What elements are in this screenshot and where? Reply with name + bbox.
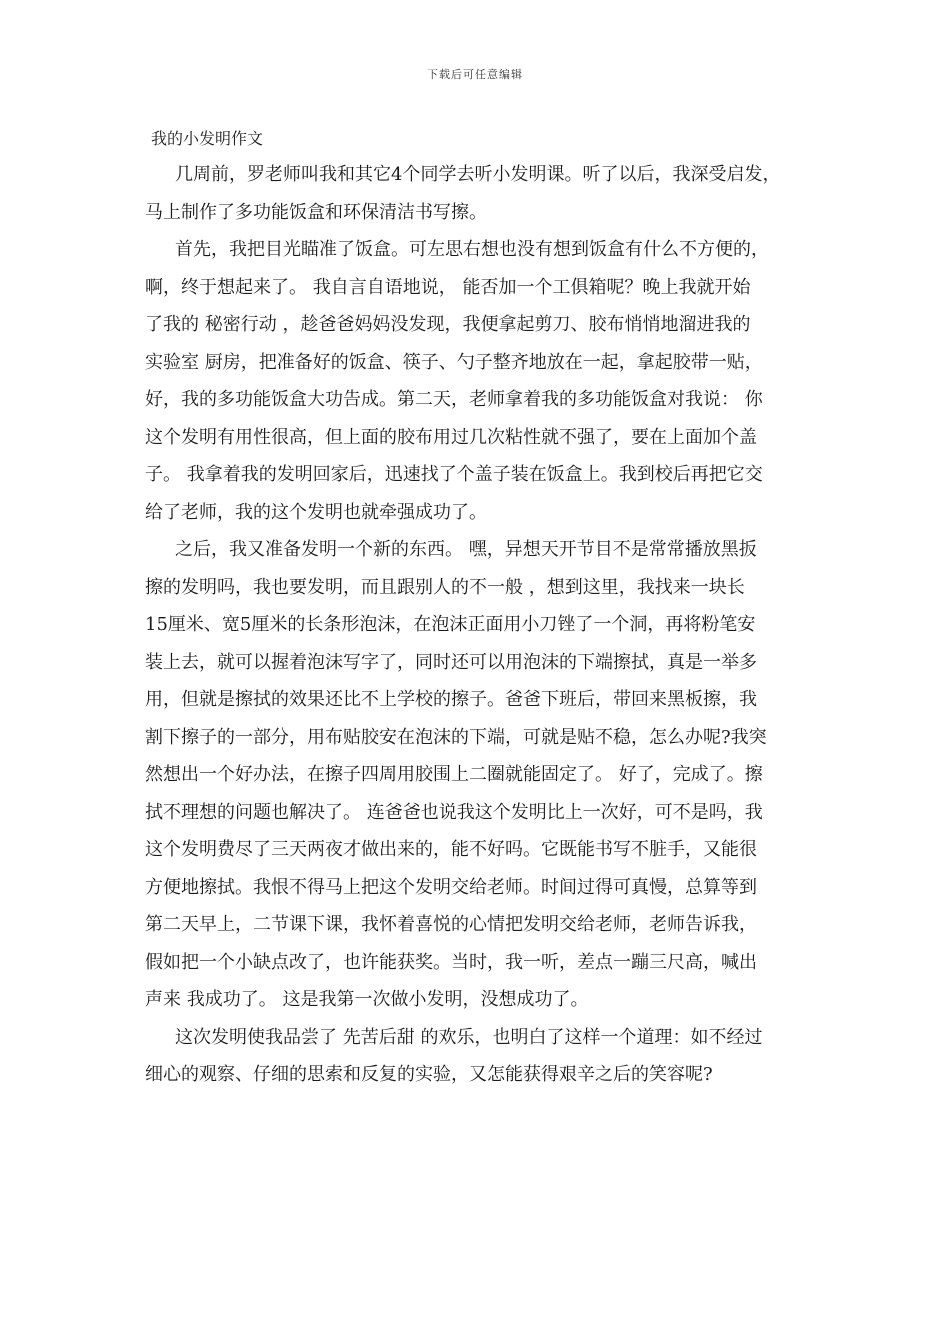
text-line: 首先，我把目光瞄准了饭盒。可左思右想也没有想到饭盒有什么不方便的， [175,239,769,260]
text-line: 15厘米、宽5厘米的长条形泡沫，在泡沫正面用小刀锉了一个洞，再将粉笔安 [145,614,756,635]
document-body [145,156,810,1094]
text-line: 了我的 秘密行动 ，趁爸爸妈妈没发现，我便拿起剪刀、胶布悄悄地溜进我的 [145,314,751,335]
text-line: 几周前，罗老师叫我和其它4个同学去听小发明课。听了以后，我深受启发， [175,164,781,185]
text-line: 子。 我拿着我的发明回家后，迅速找了个盖子装在饭盒上。我到校后再把它交 [145,464,763,485]
text-line: 拭不理想的问题也解决了。 连爸爸也说我这个发明比上一次好，可不是吗，我 [145,801,763,823]
text-line: 这个发明费尽了三天两夜才做出来的，能不好吗。它既能书写不脏手，又能很 [145,839,757,860]
text-line: 这个发明有用性很高，但上面的胶布用过几次粘性就不强了，要在上面加个盖 [145,426,757,448]
text-line: 擦的发明吗，我也要发明，而且跟别人的不一般 ，想到这里，我找来一块长 [145,576,745,598]
text-line: 第二天早上，二节课下课，我怀着喜悦的心情把发明交给老师，老师告诉我， [145,914,757,935]
text-line: 声来 我成功了。 这是我第一次做小发明，没想成功了。 [145,989,589,1010]
text-line: 方便地擦拭。我恨不得马上把这个发明交给老师。时间过得可真慢，总算等到 [145,876,757,898]
page-header: 下载后可任意编辑 [427,68,523,81]
text-line: 这次发明使我品尝了 先苦后甜 的欢乐，也明白了这样一个道理：如不经过 [175,1026,763,1048]
text-line: 然想出一个好办法，在擦子四周用胶围上二圈就能固定了。 好了，完成了。擦 [145,764,763,785]
text-line: 之后，我又准备发明一个新的东西。 嘿，异想天开节目不是常常播放黑扳 [175,539,757,560]
text-line: 实验室 厨房，把准备好的饭盒、筷子、勺子整齐地放在一起，拿起胶带一贴， [145,351,763,373]
text-line: 马上制作了多功能饭盒和环保清洁书写擦。 [145,201,487,223]
text-line: 假如把一个小缺点改了，也许能获奖。当时，我一听，差点一蹦三尺高，喊出 [145,951,757,973]
text-line: 细心的观察、仔细的思索和反复的实验，又怎能获得艰辛之后的笑容呢? [145,1064,713,1085]
text-line: 割下擦子的一部分，用布贴胶安在泡沫的下端，可就是贴不稳，怎么办呢?我突 [145,726,767,748]
text-line: 装上去，就可以握着泡沫写字了，同时还可以用泡沫的下端擦拭，真是一举多 [145,651,757,673]
text-line: 用，但就是擦拭的效果还比不上学校的擦子。爸爸下班后，带回来黑板擦，我 [145,689,757,710]
text-line: 啊，终于想起来了。 我自言自语地说， 能否加一个工俱箱呢？晚上我就开始 [145,276,751,298]
text-line: 好，我的多功能饭盒大功告成。第二天，老师拿着我的多功能饭盒对我说： 你 [145,389,763,410]
document-title: 我的小发明作文 [151,129,264,148]
text-line: 给了老师，我的这个发明也就牵强成功了。 [145,501,487,523]
